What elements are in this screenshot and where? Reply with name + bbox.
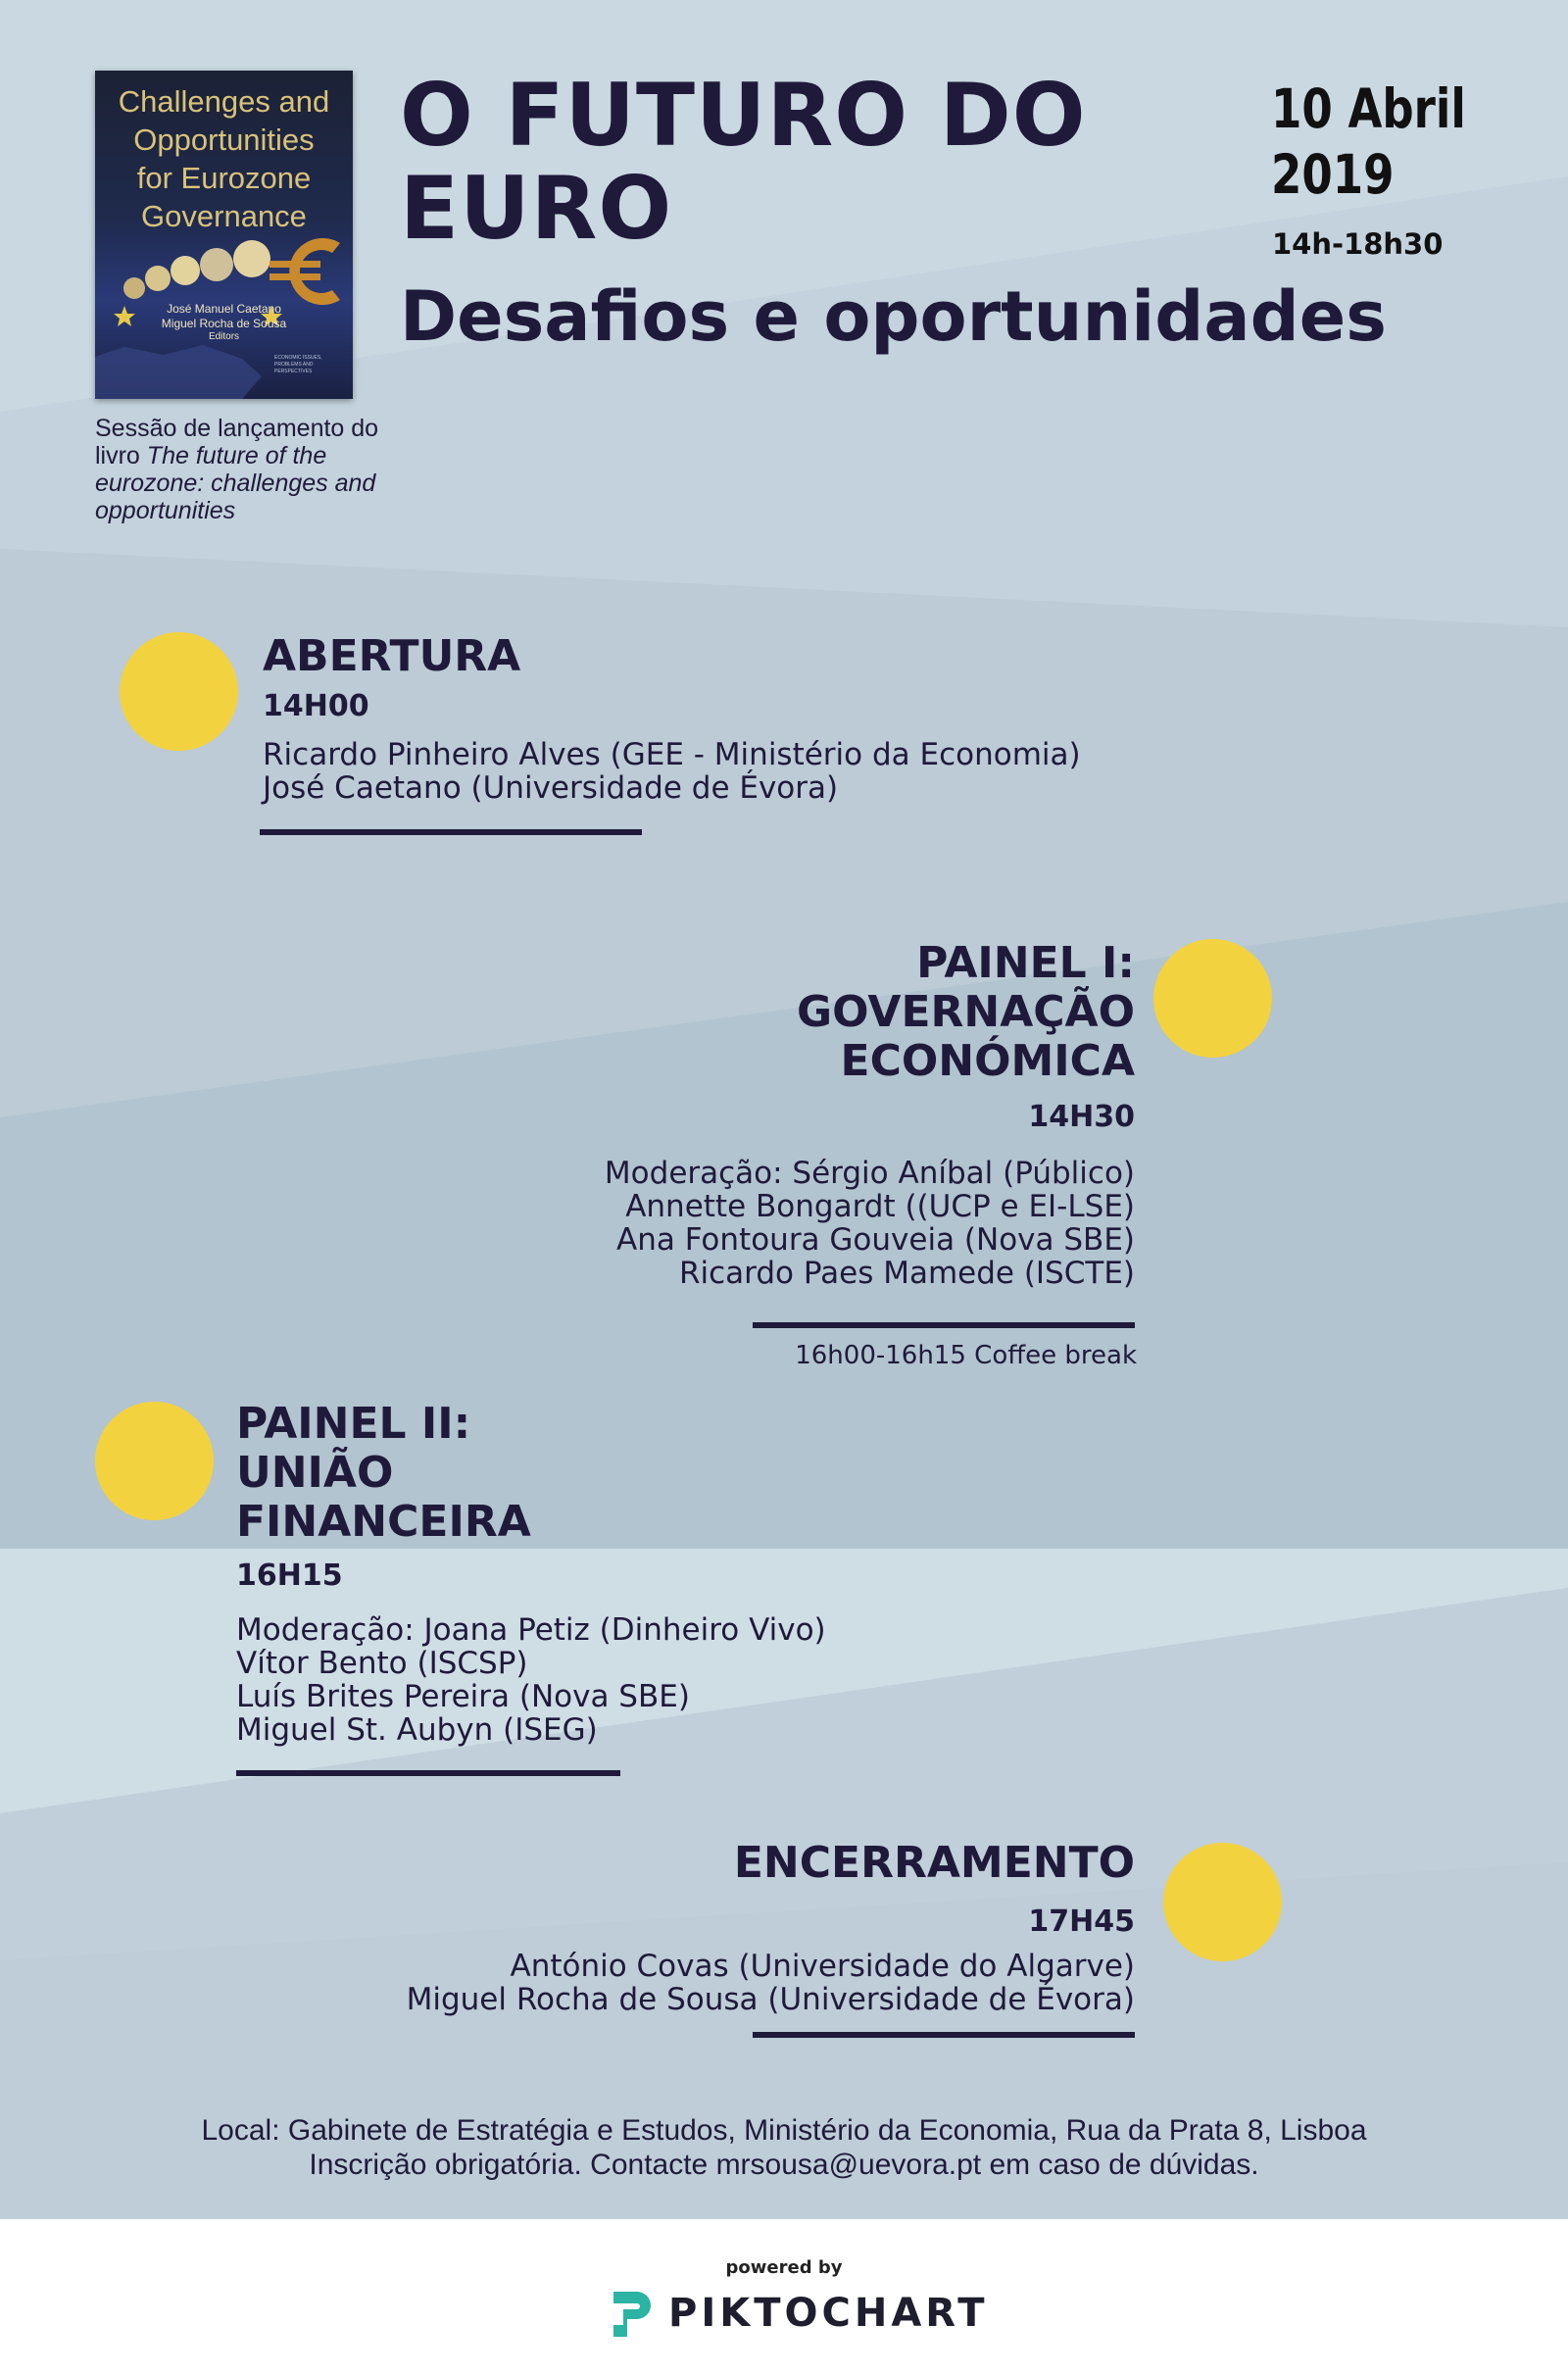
section-divider bbox=[753, 1322, 1135, 1328]
section-title-abertura: ABERTURA bbox=[263, 631, 521, 681]
book-author-line: Miguel Rocha de Sousa bbox=[161, 317, 287, 330]
speaker-item: Moderação: Joana Petiz (Dinheiro Vivo) bbox=[236, 1612, 826, 1648]
speaker-item: José Caetano (Universidade de Évora) bbox=[263, 770, 839, 806]
event-subtitle: Desafios e oportunidades bbox=[400, 276, 1387, 357]
speaker-item: Miguel Rocha de Sousa (Universidade de Évora) bbox=[406, 1982, 1135, 2017]
caption-book-title: eurozone: challenges and bbox=[95, 470, 376, 497]
coffee-break-note: 16h00-16h15 Coffee break bbox=[795, 1341, 1137, 1370]
book-title-line: Challenges and bbox=[118, 84, 330, 119]
speaker-list bbox=[294, 1950, 1135, 2016]
section-divider bbox=[236, 1770, 620, 1776]
speaker-item: Annette Bongardt ((UCP e EI-LSE) bbox=[625, 1189, 1135, 1224]
section-divider bbox=[753, 2032, 1135, 2038]
piktochart-wordmark: PIKTOCHART bbox=[668, 2291, 989, 2336]
book-title-line: Governance bbox=[141, 199, 307, 233]
section-time: 14H30 bbox=[1028, 1100, 1135, 1134]
powered-by-label: powered by bbox=[725, 2257, 843, 2278]
registration-line: Inscrição obrigatória. Contacte mrsousa@uevora.pt em caso de dúvidas. bbox=[309, 2149, 1259, 2181]
book-cover-title bbox=[95, 82, 353, 235]
piktochart-logo-icon bbox=[608, 2286, 655, 2341]
book-title-line: for Eurozone bbox=[136, 161, 312, 195]
location-line: Local: Gabinete de Estratégia e Estudos, Ministério da Economia, Rua da Prata 8, Lisboa bbox=[201, 2114, 1367, 2147]
speaker-list bbox=[236, 1613, 826, 1747]
date-line: 2019 bbox=[1271, 143, 1395, 206]
section-dot bbox=[1163, 1843, 1282, 1961]
caption-text: livro bbox=[95, 442, 147, 470]
section-title-line: GOVERNAÇÃO bbox=[797, 987, 1135, 1037]
event-date bbox=[1271, 76, 1466, 208]
caption-book-title: The future of the bbox=[146, 442, 327, 470]
speaker-item: Luís Brites Pereira (Nova SBE) bbox=[236, 1679, 690, 1714]
section-title-line: PAINEL I: bbox=[916, 938, 1135, 988]
caption-line bbox=[95, 442, 418, 470]
section-title-encerramento: ENCERRAMENTO bbox=[733, 1838, 1135, 1888]
section-title-painel-2 bbox=[236, 1400, 531, 1547]
book-series-line: PROBLEMS AND bbox=[274, 362, 314, 368]
speaker-item: Ricardo Pinheiro Alves (GEE - Ministério da Economia) bbox=[263, 737, 1081, 772]
section-title-line: FINANCEIRA bbox=[236, 1497, 531, 1547]
book-cover-editors: Editors bbox=[208, 331, 240, 342]
title-line: O FUTURO DO bbox=[400, 65, 1087, 166]
title-line: EURO bbox=[400, 158, 673, 259]
caption-book-title: opportunities bbox=[95, 497, 236, 524]
section-dot bbox=[95, 1402, 214, 1520]
speaker-item: Vítor Bento (ISCSP) bbox=[236, 1646, 528, 1681]
speaker-list bbox=[263, 738, 1081, 805]
book-launch-caption bbox=[95, 415, 418, 524]
section-time: 16H15 bbox=[236, 1558, 343, 1593]
book-author-line: José Manuel Caetano bbox=[167, 302, 281, 316]
speaker-list bbox=[449, 1157, 1135, 1290]
book-title-line: Opportunities bbox=[133, 123, 315, 157]
section-divider bbox=[260, 829, 642, 835]
section-title-line: UNIÃO bbox=[236, 1448, 394, 1498]
book-series-line: ECONOMIC ISSUES, bbox=[274, 355, 322, 361]
section-title-line: ECONÓMICA bbox=[840, 1036, 1135, 1086]
book-series-label bbox=[274, 355, 343, 375]
speaker-item: Ana Fontoura Gouveia (Nova SBE) bbox=[616, 1222, 1135, 1258]
caption-line bbox=[95, 497, 418, 524]
book-series-line: PERSPECTIVES bbox=[274, 369, 313, 374]
section-title-line: PAINEL II: bbox=[236, 1399, 471, 1449]
section-dot bbox=[120, 632, 238, 751]
speaker-item: Ricardo Paes Mamede (ISCTE) bbox=[678, 1256, 1135, 1291]
book-cover-image bbox=[95, 71, 353, 399]
section-time: 14H00 bbox=[263, 689, 369, 723]
event-time: 14h-18h30 bbox=[1272, 227, 1444, 261]
caption-line bbox=[95, 470, 418, 497]
event-title bbox=[400, 65, 1087, 259]
section-time: 17H45 bbox=[1028, 1904, 1135, 1939]
book-cover-authors bbox=[95, 302, 353, 331]
caption-line: Sessão de lançamento do bbox=[95, 415, 379, 442]
speaker-item: António Covas (Universidade do Algarve) bbox=[510, 1949, 1135, 1984]
speaker-item: Miguel St. Aubyn (ISEG) bbox=[236, 1712, 598, 1748]
section-title-painel-1 bbox=[686, 939, 1135, 1086]
date-line: 10 Abril bbox=[1271, 77, 1466, 140]
section-dot bbox=[1153, 939, 1272, 1058]
piktochart-brand[interactable] bbox=[608, 2286, 989, 2341]
event-location-info bbox=[0, 2113, 1568, 2182]
speaker-item: Moderação: Sérgio Aníbal (Público) bbox=[604, 1156, 1135, 1191]
